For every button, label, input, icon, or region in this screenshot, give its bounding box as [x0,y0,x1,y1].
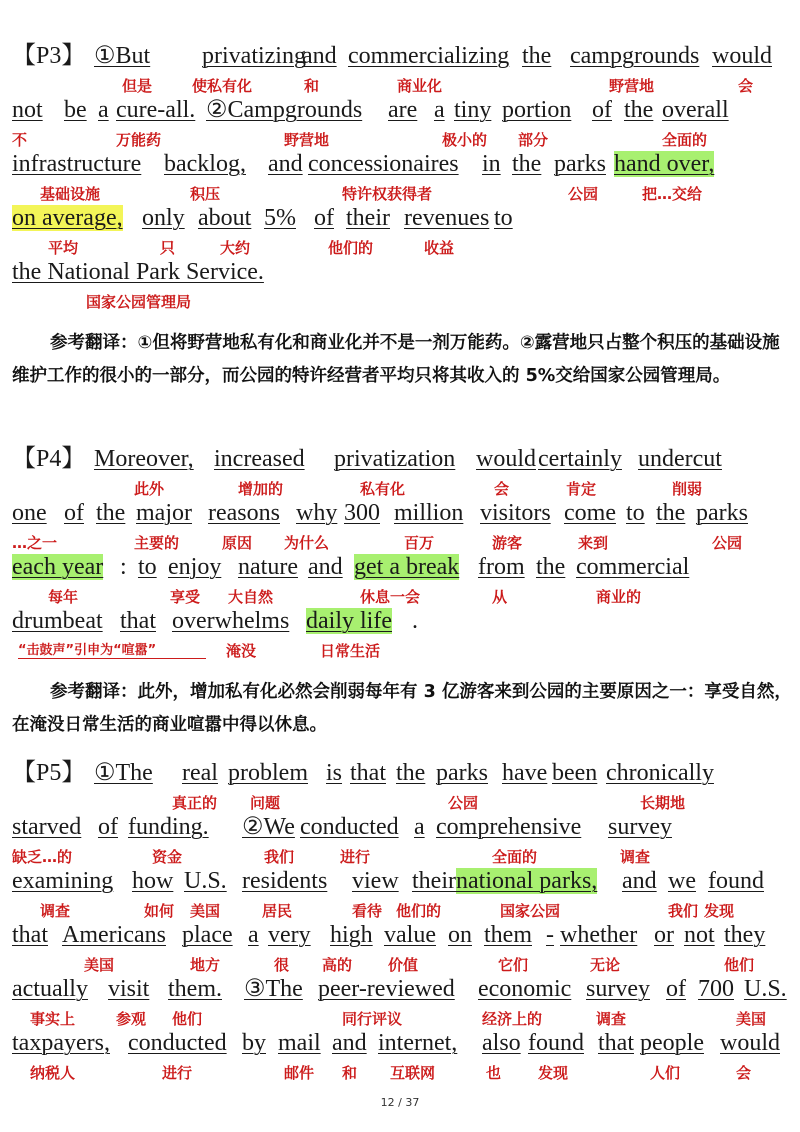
word: one [12,500,47,526]
highlighted-phrase: each year [12,554,104,580]
word: survey [608,814,672,840]
word: are [388,97,418,123]
gloss: 美国 [190,902,221,920]
word: found [528,1030,584,1056]
gloss: 地方 [190,956,221,974]
word: major [136,500,192,526]
gloss: 把…交给 [642,185,703,203]
word: them. [168,976,222,1002]
highlighted-phrase: hand over, [614,151,715,177]
word: come [564,500,616,526]
word: very [268,922,311,948]
gloss: 公园 [712,534,743,552]
gloss: 从 [492,588,508,606]
word: mail [278,1030,321,1056]
word: of [666,976,686,1002]
word: and [268,151,303,177]
word: parks [696,500,748,526]
gloss: 此外 [134,480,165,498]
word: nature [238,554,298,580]
word: ①The [94,760,153,786]
word: comprehensive [436,814,582,840]
word: examining [12,868,114,894]
gloss: 人们 [650,1064,681,1082]
gloss: 全面的 [662,131,708,149]
word: visitors [480,500,551,526]
word: would [720,1030,780,1056]
gloss: 经济上的 [482,1010,543,1028]
word: ①But [94,43,151,69]
word: the [522,43,552,69]
gloss: 商业化 [397,77,443,95]
word: of [98,814,118,840]
word: the [96,500,126,526]
word: they [724,922,766,948]
gloss: 平均 [48,239,79,257]
word: and [332,1030,367,1056]
word: their [412,868,456,894]
gloss: 商业的 [596,588,642,606]
gloss: 肯定 [566,480,597,498]
gloss: 休息一会 [360,588,421,606]
word: value [384,922,436,948]
word: parks [436,760,488,786]
gloss: 高的 [322,956,353,974]
gloss: 进行 [162,1064,193,1082]
gloss: 居民 [262,902,293,920]
gloss: 参观 [116,1010,147,1028]
gloss: 也 [486,1064,502,1082]
word: by [242,1030,266,1056]
word: internet, [378,1030,458,1056]
gloss: 不 [12,131,28,149]
word: privatizing [202,43,306,69]
word: the [536,554,566,580]
colon: : [120,554,127,580]
word: or [654,922,674,948]
word: of [64,500,84,526]
word: a [414,814,425,840]
gloss: 美国 [84,956,115,974]
p4-label: 【P4】 [12,446,86,472]
word: that [12,922,48,948]
gloss: 同行评议 [342,1010,403,1028]
word: ③The [244,976,303,1002]
word: the National Park Service. [12,259,264,285]
word: we [668,868,696,894]
gloss: 使私有化 [192,77,253,95]
p5-label: 【P5】 [12,760,86,786]
word: funding. [128,814,209,840]
word: a [98,97,109,123]
gloss: 缺乏…的 [12,848,73,866]
word: a [248,922,259,948]
gloss: 看待 [352,902,383,920]
word: drumbeat [12,608,103,634]
gloss: 和 [304,77,320,95]
word: how [132,868,174,894]
gloss: 会 [738,77,754,95]
highlighted-phrase: on average, [12,205,123,231]
gloss: 它们 [498,956,529,974]
gloss: 问题 [250,794,281,812]
word: a [434,97,445,123]
word: backlog, [164,151,246,177]
word: on [448,922,472,948]
gloss: 调查 [620,848,651,866]
gloss: 我们 [668,902,699,920]
word: overwhelms [172,608,290,634]
highlighted-phrase: get a break [354,554,460,580]
gloss: 增加的 [238,480,284,498]
word: commercial [576,554,690,580]
gloss: 互联网 [390,1064,436,1082]
gloss: 很 [274,956,290,974]
gloss: 积压 [190,185,221,203]
gloss: 他们的 [396,902,442,920]
word: actually [12,976,88,1002]
word: ②We [242,814,295,840]
word: chronically [606,760,714,786]
word: them [484,922,532,948]
word: peer-reviewed [318,976,455,1002]
page-number: 12 / 37 [380,1096,420,1109]
word: economic [478,976,572,1002]
word: would [476,446,536,472]
word: enjoy [168,554,222,580]
word: taxpayers, [12,1030,110,1056]
gloss: 国家公园管理局 [86,293,192,311]
word: only [142,205,185,231]
gloss: 他们的 [328,239,374,257]
word: overall [662,97,729,123]
word: 5% [264,205,296,231]
word: why [296,500,338,526]
highlighted-phrase: daily life [306,608,392,634]
word: infrastructure [12,151,142,177]
gloss: 大自然 [228,588,274,606]
word: is [326,760,343,786]
gloss: 会 [494,480,510,498]
gloss: 私有化 [360,480,406,498]
word: certainly [538,446,622,472]
gloss: 事实上 [30,1010,76,1028]
gloss: 特许权获得者 [342,185,433,203]
gloss: 享受 [170,588,201,606]
word: survey [586,976,650,1002]
word: million [394,500,464,526]
word: that [598,1030,634,1056]
gloss: 他们 [172,1010,203,1028]
word: campgrounds [570,43,700,69]
gloss: 百万 [404,534,435,552]
word: reasons [208,500,280,526]
word: revenues [404,205,490,231]
word: that [120,608,156,634]
word: 700 [698,976,734,1002]
word: conducted [128,1030,227,1056]
gloss: 万能药 [116,131,162,149]
gloss: 我们 [264,848,295,866]
gloss: 真正的 [172,794,218,812]
gloss: 削弱 [672,480,703,498]
gloss: 长期地 [640,794,686,812]
gloss: 无论 [590,956,621,974]
word: parks [554,151,606,177]
highlighted-phrase: national parks, [456,868,598,894]
word: people [640,1030,704,1056]
word: the [396,760,426,786]
word: not [684,922,715,948]
p3-label: 【P3】 [12,43,86,69]
word: from [478,554,525,580]
gloss: 国家公园 [500,902,561,920]
gloss: 淹没 [226,642,257,660]
word: undercut [638,446,722,472]
word: cure-all. [116,97,196,123]
word: have [502,760,548,786]
word: the [624,97,654,123]
gloss: 资金 [152,848,183,866]
gloss: 主要的 [134,534,180,552]
gloss: 部分 [518,131,549,149]
word: found [708,868,764,894]
gloss: 会 [736,1064,752,1082]
gloss: 和 [342,1064,358,1082]
gloss: 调查 [596,1010,627,1028]
word: whether [560,922,638,948]
word: 300 [344,500,380,526]
gloss: 进行 [340,848,371,866]
gloss: 但是 [122,77,153,95]
word: commercializing [348,43,510,69]
word: would [712,43,772,69]
word: concessionaires [308,151,459,177]
word: that [350,760,386,786]
period: . [412,608,418,634]
gloss: 大约 [220,239,251,257]
word: and [302,43,337,69]
gloss: 邮件 [284,1064,315,1082]
word: - [546,922,554,948]
gloss: 公园 [568,185,599,203]
word: the [512,151,542,177]
word: and [622,868,657,894]
word: of [314,205,334,231]
p3-translation: 参考翻译：①但将野营地私有化和商业化并不是一剂万能药。②露营地只占整个积压的基础设施维护工作的很小的一部分，而公园的特许经营者平均只将其收入的 5%交给国家公园管理局。 [12,333,780,386]
gloss: 为什么 [284,534,330,552]
gloss: 他们 [724,956,755,974]
gloss: 原因 [222,534,253,552]
word: be [64,97,87,123]
word: privatization [334,446,456,472]
word: their [346,205,390,231]
gloss: 基础设施 [40,185,101,203]
gloss: 发现 [704,902,735,920]
gloss: 野营地 [609,77,655,95]
word: to [494,205,513,231]
gloss: 来到 [578,534,609,552]
word: Moreover, [94,446,194,472]
p4-translation: 参考翻译：此外，增加私有化必然会削弱每年有 3 亿游客来到公园的主要原因之一：享受自然，在淹没日常生活的商业喧嚣中得以休息。 [12,682,792,735]
gloss-underline [18,658,206,659]
word: not [12,97,43,123]
word: visit [108,976,150,1002]
gloss: 极小的 [442,131,488,149]
gloss: 价值 [388,956,419,974]
gloss: 野营地 [284,131,330,149]
word: real [182,760,218,786]
word: problem [228,760,308,786]
word: conducted [300,814,399,840]
gloss: …之一 [12,534,58,552]
word: also [482,1030,521,1056]
word: view [352,868,399,894]
word: tiny [454,97,492,123]
gloss: 收益 [424,239,455,257]
word: the [656,500,686,526]
gloss: 美国 [736,1010,767,1028]
word: and [308,554,343,580]
gloss: 公园 [448,794,479,812]
gloss: 纳税人 [30,1064,76,1082]
word: U.S. [744,976,787,1002]
word: increased [214,446,305,472]
word: U.S. [184,868,227,894]
word: starved [12,814,82,840]
word: ②Campgrounds [206,97,363,123]
word: high [330,922,373,948]
word: portion [502,97,572,123]
word: been [552,760,598,786]
gloss: 日常生活 [320,642,381,660]
gloss: 调查 [40,902,71,920]
word: to [138,554,157,580]
gloss: 游客 [492,534,523,552]
gloss: “击鼓声”引申为“喧嚣” [18,643,157,658]
gloss: 如何 [144,902,175,920]
gloss: 只 [160,239,176,257]
gloss: 全面的 [492,848,538,866]
word: in [482,151,501,177]
gloss: 发现 [538,1064,569,1082]
word: of [592,97,612,123]
word: to [626,500,645,526]
word: about [198,205,252,231]
gloss: 每年 [48,588,79,606]
word: place [182,922,233,948]
word: Americans [62,922,166,948]
word: residents [242,868,328,894]
